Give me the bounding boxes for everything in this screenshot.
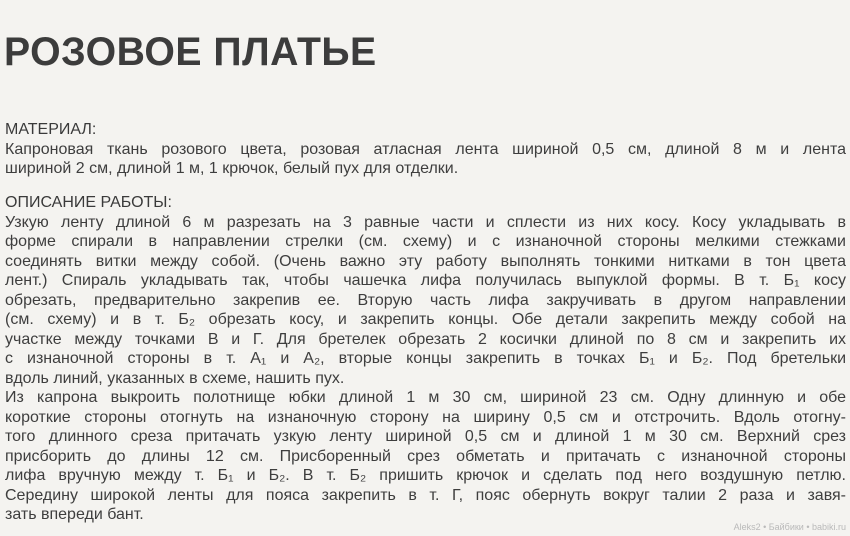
description-line: Узкую ленту длиной 6 м разрезать на 3 равные части и сплести из них косу. Косу укладывать в	[5, 213, 846, 231]
description-line: вдоль линий, указанных в схеме, нашить пух.	[5, 369, 345, 387]
description-heading: ОПИСАНИЕ РАБОТЫ:	[5, 194, 172, 211]
material-section	[5, 120, 846, 179]
material-line: Капроновая ткань розового цвета, розовая атласная лента шириной 0,5 см, длиной 8 м и лента	[5, 140, 846, 158]
description-section	[5, 193, 846, 525]
material-line: шириной 2 см, длиной 1 м, 1 крючок, белый пух для отделки.	[5, 160, 459, 177]
description-line: с изнаночной стороны в т. А₁ и А₂, вторые концы закрепить в точках Б₁ и Б₂. Под бретельки	[5, 350, 846, 367]
description-line: зать впереди бант.	[5, 506, 144, 523]
description-line: присборить до длины 12 см. Присборенный срез обметать и притачать с изнаночной стороны	[5, 447, 846, 465]
description-line: короткие стороны отогнуть на изнаночную сторону на ширину 0,5 см и отстрочить. Вдоль отогну-	[5, 408, 846, 426]
description-line: участке между точками В и Г. Для бретелек обрезать 2 косички длиной по 8 см и закрепить их	[5, 330, 846, 348]
description-line: Из капрона выкроить полотнище юбки длиной 1 м 30 см, шириной 23 см. Одну длинную и обе	[5, 389, 846, 406]
description-line: форме спирали в направлении стрелки (см. схему) и с изнаночной стороны мелкими стежками	[5, 233, 846, 250]
description-line: того длинного среза притачать узкую ленту шириной 0,5 см и длиной 1 м 30 см. Верхний срез	[5, 428, 846, 445]
page-title: РОЗОВОЕ ПЛАТЬЕ	[4, 30, 377, 74]
description-line: соединять витки между собой. (Очень важно эту работу выполнять тонкими нитками в тон цвета	[5, 252, 846, 270]
description-line: Середину широкой ленты для пояса закрепить в т. Г, пояс обернуть вокруг талии 2 раза и завя-	[5, 486, 846, 504]
material-heading: МАТЕРИАЛ:	[5, 121, 97, 138]
description-line: лифа вручную между т. Б₁ и Б₂. В т. Б₂ пришить крючок и сделать под него воздушную петлю.	[5, 467, 846, 484]
description-line: (см. схему) и в т. Б₂ обрезать косу, и закрепить концы. Обе детали закрепить между собой на	[5, 311, 846, 328]
watermark: Aleks2 • Байбики • babiki.ru	[733, 522, 846, 532]
description-line: обрезать, предварительно закрепив ее. Вторую часть лифа закручивать в другом направлении	[5, 291, 846, 309]
description-line: лент.) Спираль укладывать так, чтобы чашечка лифа получилась выпуклой формы. В т. Б₁ косу	[5, 272, 846, 289]
